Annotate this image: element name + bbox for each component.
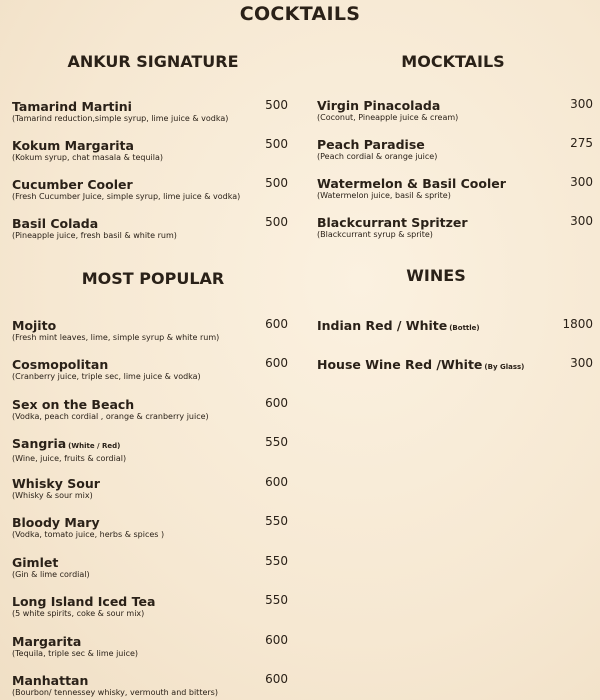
item-price: 550 [265, 435, 288, 449]
item-price: 600 [265, 633, 288, 647]
menu-title: COCKTAILS [239, 3, 361, 25]
item-price: 500 [265, 98, 288, 112]
item-name-text: Sangria [12, 436, 67, 451]
item-description: (Kokum syrup, chat masala & tequila) [12, 153, 164, 162]
item-name [12, 555, 288, 570]
item-price: 275 [570, 136, 593, 150]
menu-item [317, 98, 593, 123]
menu-item [12, 673, 288, 698]
section-title-signature: ANKUR SIGNATURE [67, 52, 239, 71]
item-name [12, 436, 288, 454]
item-note: (By Glass) [484, 363, 525, 371]
item-price: 500 [265, 137, 288, 151]
item-name-text: Cosmopolitan [12, 357, 109, 372]
item-description: (Tamarind reduction,simple syrup, lime juice & vodka) [12, 114, 229, 123]
section-title-popular: MOST POPULAR [81, 269, 225, 288]
item-price: 600 [265, 475, 288, 489]
item-name [12, 634, 288, 649]
item-price: 300 [570, 214, 593, 228]
menu-item [12, 515, 288, 540]
item-price: 300 [570, 356, 593, 370]
item-price: 1800 [562, 317, 593, 331]
section-title-wines: WINES [406, 266, 466, 285]
menu-item [317, 176, 593, 201]
item-price: 500 [265, 215, 288, 229]
item-description: (Gin & lime cordial) [12, 570, 90, 579]
item-name-text: Manhattan [12, 673, 89, 688]
item-price: 600 [265, 317, 288, 331]
item-price: 600 [265, 356, 288, 370]
item-price: 600 [265, 396, 288, 410]
item-name [12, 357, 288, 372]
item-description: (Coconut, Pineapple juice & cream) [317, 113, 459, 122]
menu-item [12, 99, 288, 124]
menu-item [317, 357, 593, 375]
item-name [12, 515, 288, 530]
menu-item [12, 216, 288, 241]
menu-item [12, 476, 288, 501]
item-name [12, 594, 288, 609]
menu-item [317, 215, 593, 240]
menu-item [12, 318, 288, 343]
item-price: 550 [265, 593, 288, 607]
item-name-text: Margarita [12, 634, 82, 649]
section-title-mocktails: MOCKTAILS [401, 52, 505, 71]
item-description: (Peach cordial & orange juice) [317, 152, 438, 161]
item-name [12, 397, 288, 412]
item-name-text: Bloody Mary [12, 515, 100, 530]
item-name-text: Indian Red / White [317, 318, 448, 333]
item-name-text: Gimlet [12, 555, 59, 570]
item-name [12, 318, 288, 333]
item-name-text: Sex on the Beach [12, 397, 135, 412]
menu-item [12, 634, 288, 659]
item-name [317, 357, 593, 375]
item-description: (Pineapple juice, fresh basil & white rum) [12, 231, 177, 240]
item-price: 600 [265, 672, 288, 686]
menu-item [12, 555, 288, 580]
item-name: Cucumber Cooler [12, 177, 133, 192]
item-description: (Wine, juice, fruits & cordial) [12, 454, 127, 463]
item-description: (Vodka, peach cordial , orange & cranberry juice) [12, 412, 209, 421]
menu-item [12, 436, 288, 464]
item-name-text: Whisky Sour [12, 476, 100, 491]
item-name: Peach Paradise [317, 137, 425, 152]
item-name [12, 476, 288, 491]
item-name [317, 318, 593, 336]
item-name [12, 673, 288, 688]
item-description: (Blackcurrant syrup & sprite) [317, 230, 433, 239]
item-name: Basil Colada [12, 216, 99, 231]
item-price: 500 [265, 176, 288, 190]
item-name: Kokum Margarita [12, 138, 134, 153]
item-name-text: House Wine Red /White [317, 357, 483, 372]
item-description: (Fresh mint leaves, lime, simple syrup & white rum) [12, 333, 220, 342]
item-description: (Whisky & sour mix) [12, 491, 93, 500]
item-description: (Cranberry juice, triple sec, lime juice & vodka) [12, 372, 201, 381]
menu-item [12, 177, 288, 202]
menu-item [317, 318, 593, 336]
item-name-text: Long Island Iced Tea [12, 594, 156, 609]
menu-item [12, 357, 288, 382]
item-name: Blackcurrant Spritzer [317, 215, 468, 230]
menu-item [12, 594, 288, 619]
item-price: 550 [265, 514, 288, 528]
item-name: Tamarind Martini [12, 99, 132, 114]
item-price: 550 [265, 554, 288, 568]
item-price: 300 [570, 97, 593, 111]
item-note: (Bottle) [449, 324, 480, 332]
menu-item [317, 137, 593, 162]
menu-item [12, 138, 288, 163]
item-description: (Fresh Cucumber Juice, simple syrup, lime juice & vodka) [12, 192, 241, 201]
item-name: Virgin Pinacolada [317, 98, 441, 113]
item-description: (Tequila, triple sec & lime juice) [12, 649, 139, 658]
item-description: (Vodka, tomato juice, herbs & spices ) [12, 530, 165, 539]
item-note: (White / Red) [68, 442, 121, 450]
item-price: 300 [570, 175, 593, 189]
item-name-text: Mojito [12, 318, 57, 333]
menu-item [12, 397, 288, 422]
item-description: (Watermelon juice, basil & sprite) [317, 191, 451, 200]
item-name: Watermelon & Basil Cooler [317, 176, 506, 191]
item-description: (5 white spirits, coke & sour mix) [12, 609, 145, 618]
item-description: (Bourbon/ tennessey whisky, vermouth and bitters) [12, 688, 218, 697]
